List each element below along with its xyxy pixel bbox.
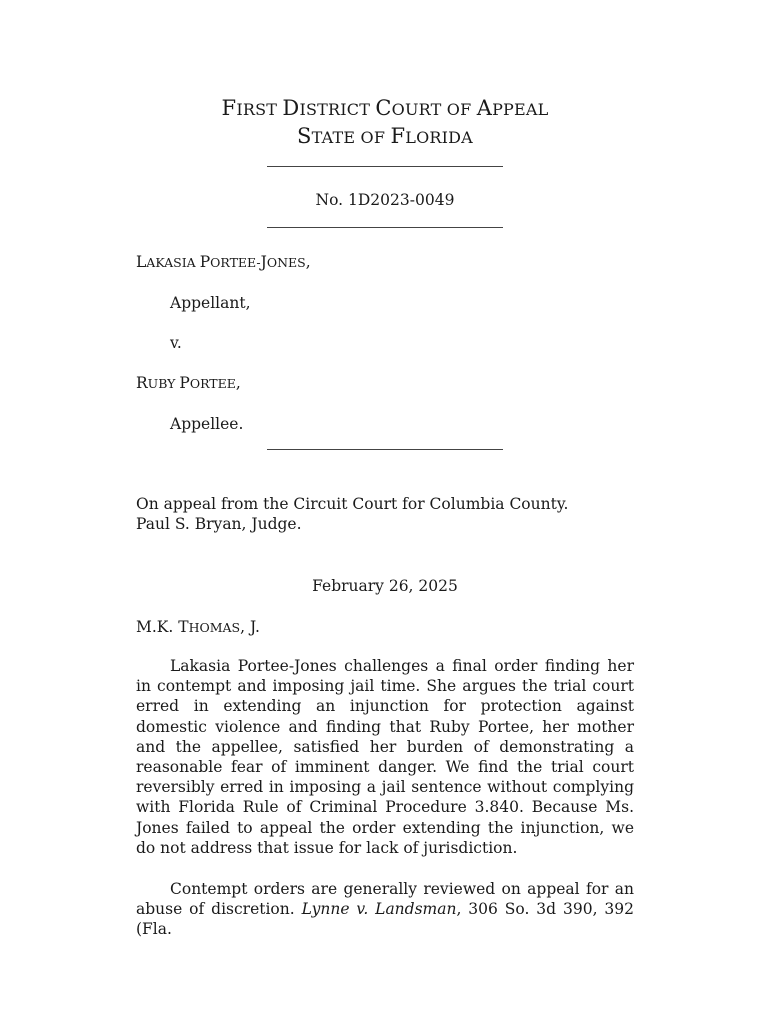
versus: v. — [170, 334, 182, 352]
divider-rule — [267, 227, 503, 228]
appeal-judge-line: Paul S. Bryan, Judge. — [136, 515, 302, 533]
appellant-role: Appellant, — [170, 294, 251, 312]
opinion-paragraph-1: Lakasia Portee-Jones challenges a final order finding her in contempt and imposing jail time. She argues the trial court erred in extending an injunction for protection against domestic violence and finding that Ruby Portee, her mother and the appellee, satisfied her burden of demonstrating a reasonable fear of imminent danger. We find the trial court reversibly erred in imposing a jail sentence without complying with Florida Rule of Criminal Procedure 3.840. Because Ms. Jones failed to appeal the order extending the injunction, we do not address that issue for lack of jurisdiction. — [136, 657, 634, 857]
divider-rule — [267, 449, 503, 450]
state-title: STATE OF FLORIDA — [297, 124, 473, 148]
court-title: FIRST DISTRICT COURT OF APPEAL — [221, 96, 549, 120]
appellee-name: RUBY PORTEE, — [136, 374, 241, 392]
appeal-court-line: On appeal from the Circuit Court for Columbia County. — [136, 495, 569, 513]
case-citation: Lynne v. Landsman — [301, 900, 457, 919]
opinion-date: February 26, 2025 — [312, 577, 458, 595]
appellee-role: Appellee. — [170, 415, 244, 433]
case-number: No. 1D2023-0049 — [315, 191, 455, 209]
opinion-paragraph-2: Contempt orders are generally reviewed on appeal for an abuse of discretion. Lynne v. Landsman, 306 So. 3d 390, 392 (Fla. — [136, 880, 634, 939]
opinion-author: M.K. THOMAS, J. — [136, 618, 260, 636]
appellant-name: LAKASIA PORTEE-JONES, — [136, 253, 311, 271]
divider-rule — [267, 166, 503, 167]
